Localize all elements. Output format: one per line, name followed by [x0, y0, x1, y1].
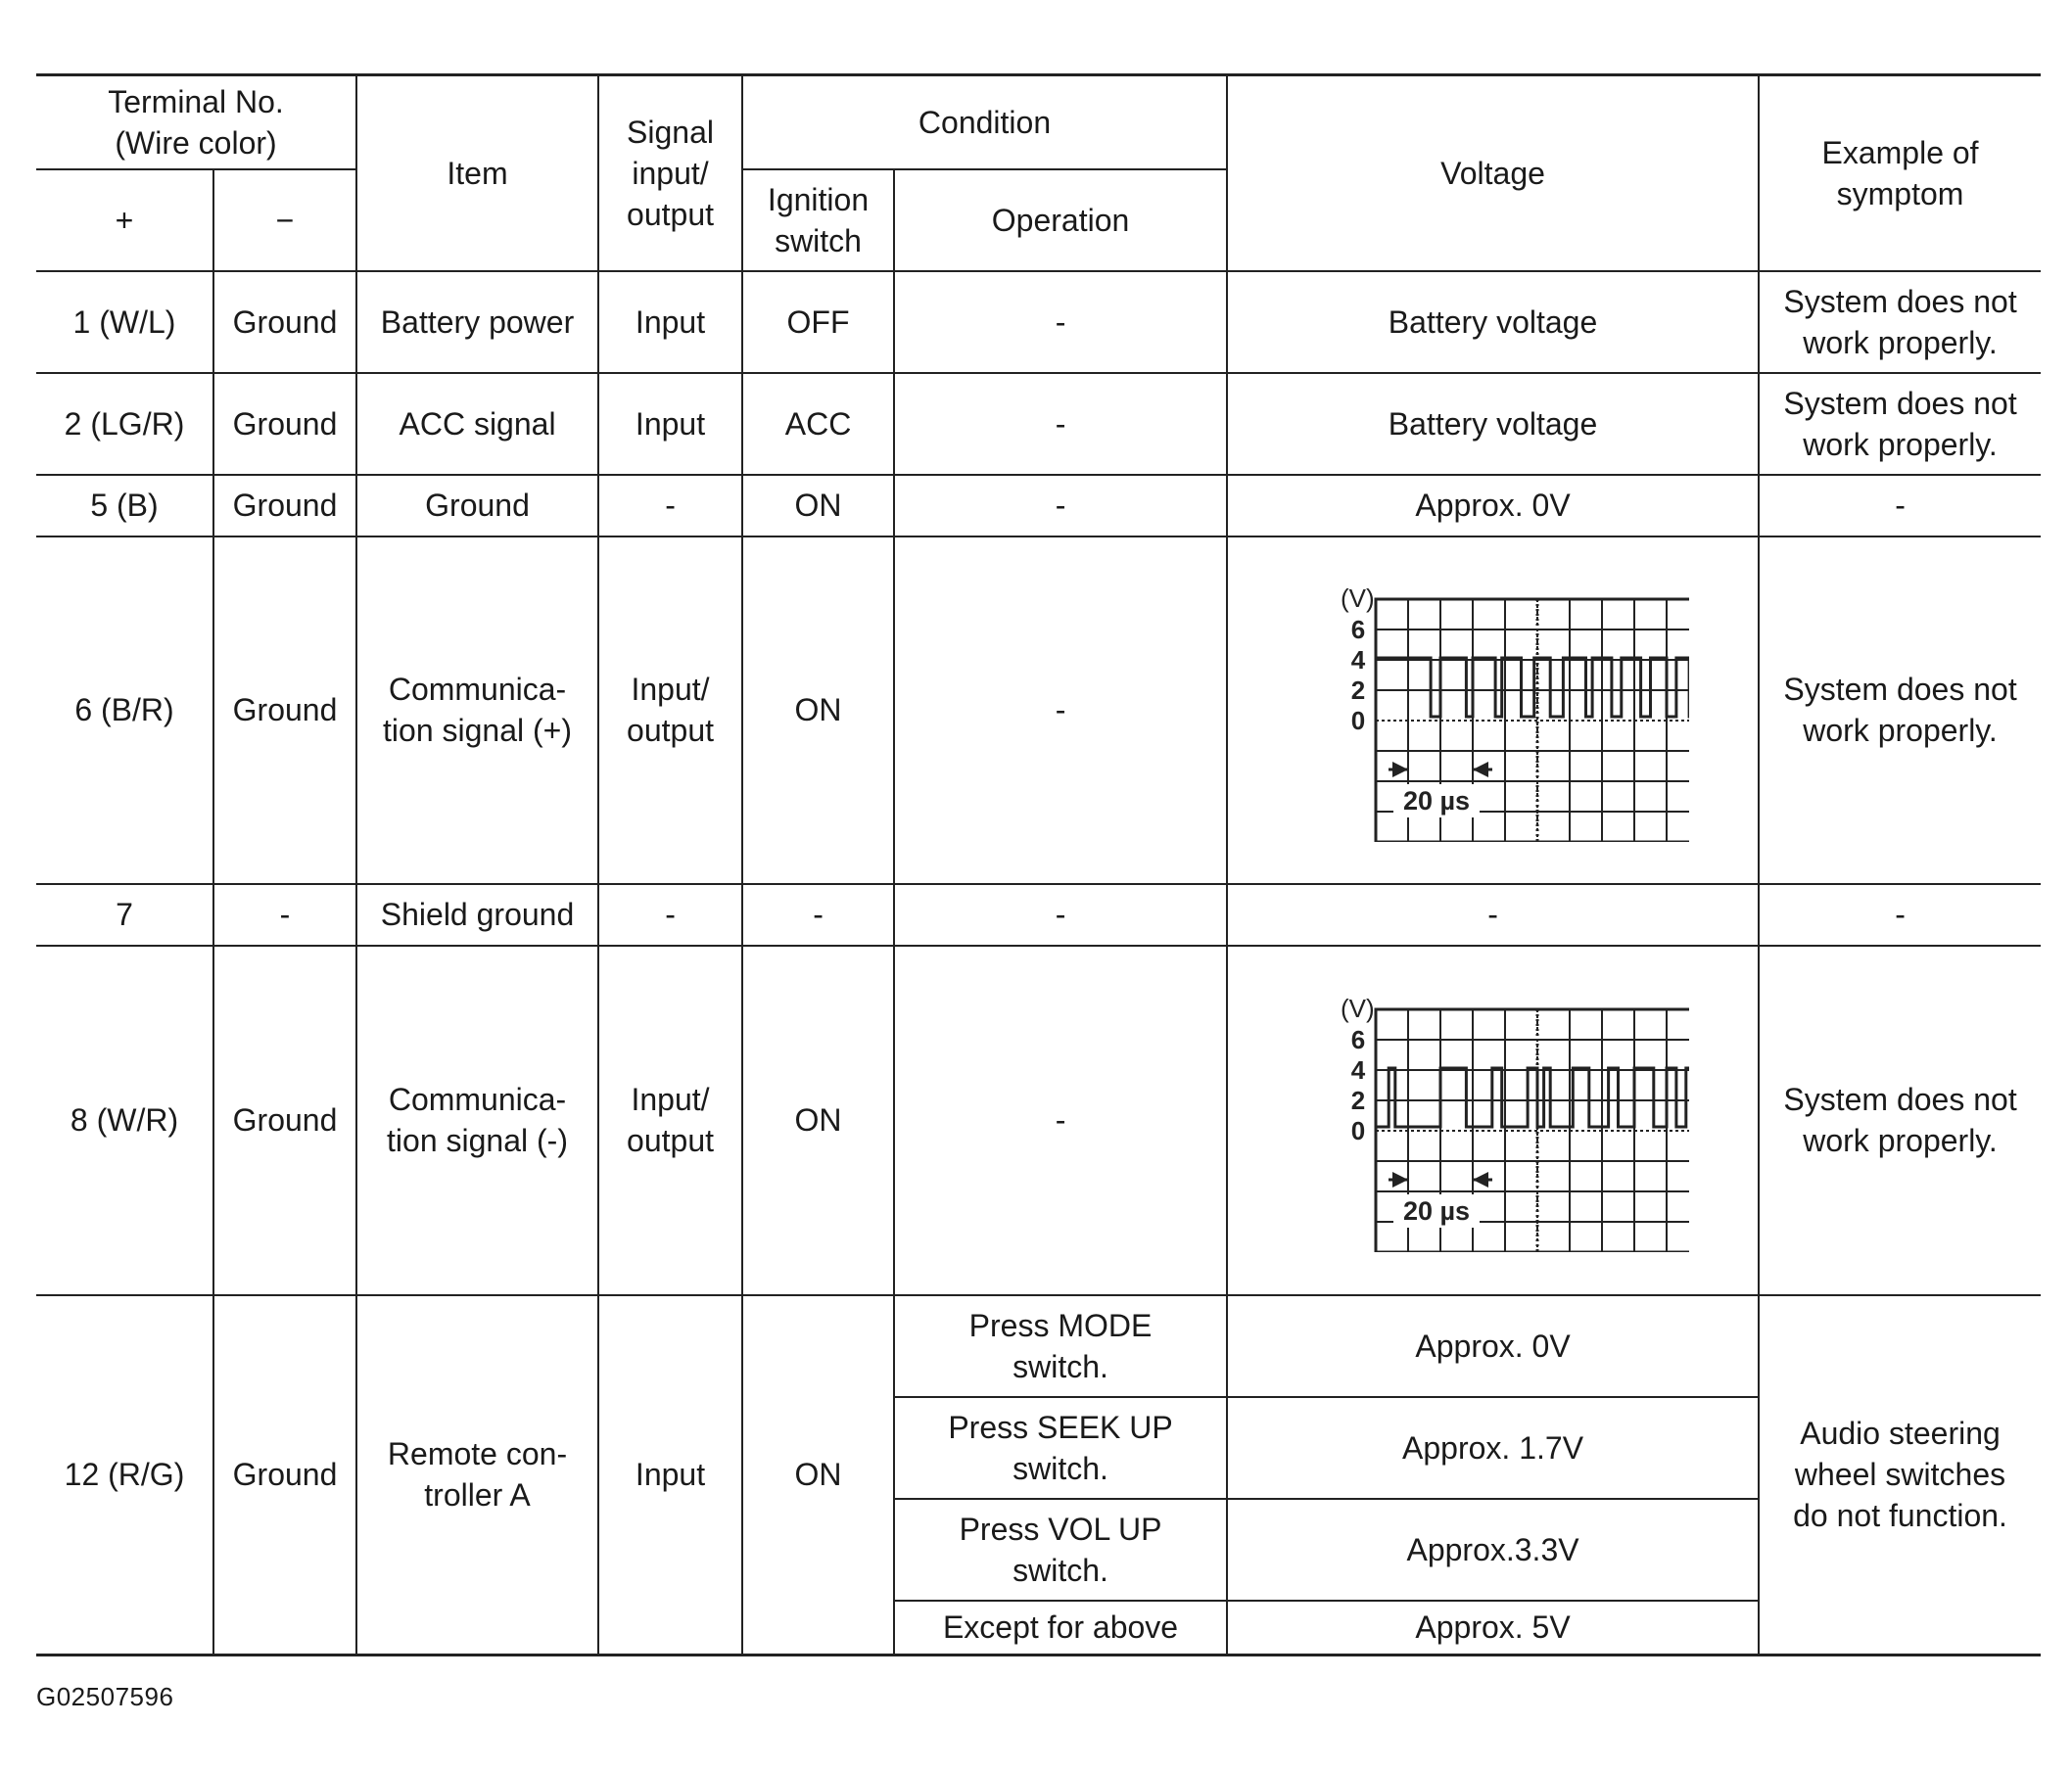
table-row	[36, 271, 2041, 373]
header-plus: +	[36, 169, 213, 271]
voltage-cell: Approx. 1.7V	[1227, 1397, 1759, 1499]
terminal-minus: Ground	[213, 536, 356, 884]
operation-cell: Press SEEK UP switch.	[894, 1397, 1227, 1499]
table-row	[36, 475, 2041, 536]
table-row	[36, 1295, 2041, 1397]
axis-tick-label: 2	[1350, 1086, 1365, 1115]
axis-tick-label: 2	[1350, 676, 1365, 705]
header-ignition-switch: Ignition switch	[742, 169, 894, 271]
time-arrowhead-right	[1473, 762, 1488, 777]
time-division-label: 20 µs	[1402, 1196, 1470, 1226]
terminal-plus: 1 (W/L)	[36, 271, 213, 373]
header-voltage: Voltage	[1227, 75, 1759, 271]
signal-cell: Input	[598, 373, 742, 475]
time-arrowhead-right	[1473, 1172, 1488, 1188]
voltage-cell: Approx.3.3V	[1227, 1499, 1759, 1601]
terminal-spec-table-wrapper	[36, 73, 2041, 1656]
header-operation: Operation	[894, 169, 1227, 271]
terminal-minus: Ground	[213, 373, 356, 475]
table-row	[36, 884, 2041, 946]
axis-tick-label: 0	[1350, 706, 1365, 735]
signal-trace	[1376, 1068, 1689, 1127]
signal-cell: -	[598, 884, 742, 946]
figure-code: G02507596	[36, 1682, 174, 1711]
item-cell: Communica- tion signal (+)	[356, 536, 598, 884]
voltage-waveform-cell	[1227, 946, 1759, 1295]
axis-tick-label: 6	[1350, 615, 1365, 644]
oscilloscope-waveform-positive	[1297, 578, 1689, 842]
signal-cell: Input	[598, 271, 742, 373]
voltage-cell: Approx. 0V	[1227, 1295, 1759, 1397]
terminal-minus: -	[213, 884, 356, 946]
voltage-cell: Battery voltage	[1227, 373, 1759, 475]
voltage-cell: Approx. 0V	[1227, 475, 1759, 536]
axis-tick-label: 6	[1350, 1025, 1365, 1054]
item-cell: Communica- tion signal (-)	[356, 946, 598, 1295]
header-item: Item	[356, 75, 598, 271]
operation-cell: -	[894, 373, 1227, 475]
voltage-cell: Battery voltage	[1227, 271, 1759, 373]
header-minus: −	[213, 169, 356, 271]
voltage-cell: -	[1227, 884, 1759, 946]
ignition-cell: ON	[742, 536, 894, 884]
axis-unit-label: (V)	[1340, 994, 1375, 1023]
operation-cell: -	[894, 884, 1227, 946]
ignition-cell: ACC	[742, 373, 894, 475]
terminal-plus: 7	[36, 884, 213, 946]
table-row	[36, 946, 2041, 1295]
symptom-cell: System does not work properly.	[1759, 536, 2041, 884]
operation-cell: Except for above	[894, 1601, 1227, 1655]
ignition-cell: ON	[742, 475, 894, 536]
item-cell: Shield ground	[356, 884, 598, 946]
terminal-minus: Ground	[213, 1295, 356, 1655]
header-terminal-no: Terminal No. (Wire color)	[36, 75, 356, 169]
symptom-cell: System does not work properly.	[1759, 946, 2041, 1295]
voltage-waveform-cell	[1227, 536, 1759, 884]
symptom-cell: -	[1759, 884, 2041, 946]
signal-trace	[1376, 658, 1689, 717]
header-symptom: Example of symptom	[1759, 75, 2041, 271]
terminal-plus: 12 (R/G)	[36, 1295, 213, 1655]
terminal-plus: 2 (LG/R)	[36, 373, 213, 475]
time-division-label: 20 µs	[1402, 786, 1470, 816]
terminal-spec-table	[36, 73, 2041, 1656]
signal-cell: -	[598, 475, 742, 536]
symptom-cell: System does not work properly.	[1759, 373, 2041, 475]
axis-tick-label: 0	[1350, 1116, 1365, 1145]
item-cell: Battery power	[356, 271, 598, 373]
symptom-cell: System does not work properly.	[1759, 271, 2041, 373]
operation-cell: Press MODE switch.	[894, 1295, 1227, 1397]
table-row	[36, 536, 2041, 884]
voltage-cell: Approx. 5V	[1227, 1601, 1759, 1655]
ignition-cell: ON	[742, 946, 894, 1295]
signal-cell: Input/ output	[598, 536, 742, 884]
ignition-cell: -	[742, 884, 894, 946]
symptom-cell: -	[1759, 475, 2041, 536]
header-condition: Condition	[742, 75, 1227, 169]
terminal-minus: Ground	[213, 946, 356, 1295]
terminal-plus: 6 (B/R)	[36, 536, 213, 884]
signal-cell: Input	[598, 1295, 742, 1655]
time-arrowhead-left	[1392, 762, 1408, 777]
symptom-cell: Audio steering wheel switches do not function.	[1759, 1295, 2041, 1655]
signal-cell: Input/ output	[598, 946, 742, 1295]
terminal-minus: Ground	[213, 475, 356, 536]
item-cell: ACC signal	[356, 373, 598, 475]
terminal-minus: Ground	[213, 271, 356, 373]
operation-cell: -	[894, 475, 1227, 536]
operation-cell: -	[894, 271, 1227, 373]
table-row	[36, 373, 2041, 475]
operation-cell: Press VOL UP switch.	[894, 1499, 1227, 1601]
ignition-cell: OFF	[742, 271, 894, 373]
axis-tick-label: 4	[1350, 645, 1365, 675]
axis-tick-label: 4	[1350, 1055, 1365, 1085]
oscilloscope-waveform-negative	[1297, 988, 1689, 1252]
operation-cell: -	[894, 536, 1227, 884]
terminal-plus: 8 (W/R)	[36, 946, 213, 1295]
item-cell: Remote con- troller A	[356, 1295, 598, 1655]
terminal-plus: 5 (B)	[36, 475, 213, 536]
header-signal-io: Signal input/ output	[598, 75, 742, 271]
axis-unit-label: (V)	[1340, 583, 1375, 613]
item-cell: Ground	[356, 475, 598, 536]
time-arrowhead-left	[1392, 1172, 1408, 1188]
operation-cell: -	[894, 946, 1227, 1295]
ignition-cell: ON	[742, 1295, 894, 1655]
